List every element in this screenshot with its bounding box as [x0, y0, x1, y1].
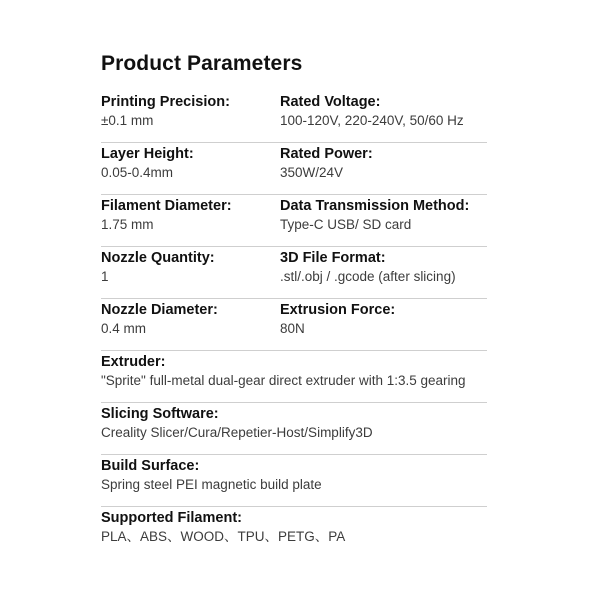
param-value: .stl/.obj / .gcode (after slicing): [280, 269, 456, 284]
param-label: Rated Power:: [280, 146, 373, 162]
param-value: 0.4 mm: [101, 321, 147, 336]
param-label: Supported Filament:: [101, 510, 242, 526]
param-label: Extrusion Force:: [280, 302, 396, 318]
param-value: Spring steel PEI magnetic build plate: [101, 477, 322, 492]
param-value: Creality Slicer/Cura/Repetier-Host/Simplify3D: [101, 425, 373, 440]
param-slicing-software: [101, 405, 373, 442]
param-supported-filament: [101, 509, 345, 546]
param-label: Extruder:: [101, 354, 166, 370]
param-label: Nozzle Quantity:: [101, 250, 215, 266]
param-label: 3D File Format:: [280, 250, 386, 266]
param-value: 100-120V, 220-240V, 50/60 Hz: [280, 113, 464, 128]
page-title: Product Parameters: [101, 52, 303, 75]
param-label: Slicing Software:: [101, 406, 219, 422]
param-build-surface: [101, 457, 322, 494]
param-rated-voltage: [280, 93, 464, 130]
param-extrusion-force: [280, 301, 395, 338]
param-label: Data Transmission Method:: [280, 198, 470, 214]
param-layer-height: [101, 145, 194, 182]
param-nozzle-quantity: [101, 249, 215, 286]
param-value: "Sprite" full-metal dual-gear direct extruder with 1:3.5 gearing: [101, 373, 466, 388]
parameter-row: [101, 507, 487, 559]
param-value: ±0.1 mm: [101, 113, 154, 128]
parameter-row: [101, 143, 487, 195]
param-filament-diameter: [101, 197, 232, 234]
param-value: 80N: [280, 321, 305, 336]
param-file-format: [280, 249, 456, 286]
parameter-row: [101, 403, 487, 455]
parameter-row: [101, 455, 487, 507]
param-value: 350W/24V: [280, 165, 344, 180]
parameter-row: [101, 299, 487, 351]
param-printing-precision: [101, 93, 230, 130]
param-value: 1: [101, 269, 109, 284]
param-value: Type-C USB/ SD card: [280, 217, 412, 232]
parameter-row: [101, 195, 487, 247]
param-label: Layer Height:: [101, 146, 194, 162]
param-value: PLA、ABS、WOOD、TPU、PETG、PA: [101, 529, 346, 544]
param-label: Printing Precision:: [101, 94, 230, 110]
param-rated-power: [280, 145, 373, 182]
param-nozzle-diameter: [101, 301, 218, 338]
parameter-row: [101, 91, 487, 143]
param-extruder: [101, 353, 466, 390]
param-data-transmission: [280, 197, 469, 234]
param-value: 0.05-0.4mm: [101, 165, 174, 180]
parameters-list: [101, 91, 487, 559]
param-label: Rated Voltage:: [280, 94, 381, 110]
param-label: Filament Diameter:: [101, 198, 232, 214]
param-value: 1.75 mm: [101, 217, 154, 232]
param-label: Nozzle Diameter:: [101, 302, 218, 318]
parameter-row: [101, 351, 487, 403]
parameter-row: [101, 247, 487, 299]
param-label: Build Surface:: [101, 458, 200, 474]
